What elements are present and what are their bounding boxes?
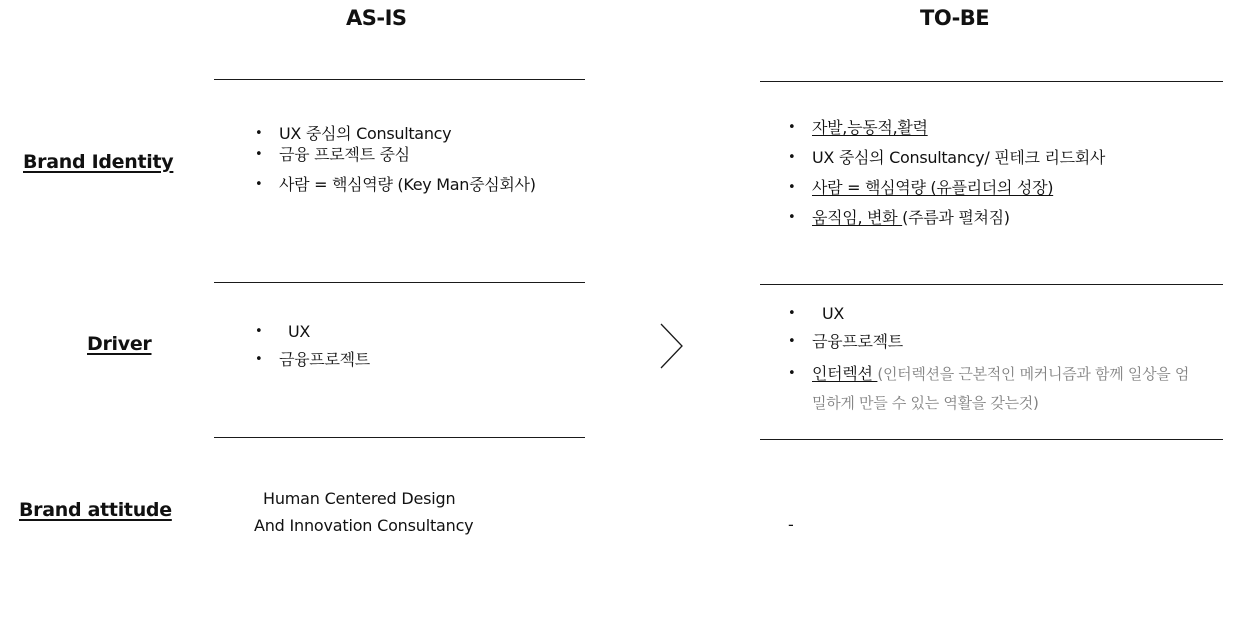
bullet-dot-icon: • (788, 334, 796, 349)
list-item (788, 143, 1105, 173)
as-is-rule-middle (214, 282, 585, 283)
bullet-dot-icon: • (255, 324, 263, 339)
list-item-continuation (788, 389, 1189, 417)
list-item-text-underlined: 움직임, 변화 (812, 208, 903, 227)
to-be-brand-identity-list (788, 113, 1105, 233)
bullet-dot-icon: • (788, 150, 796, 165)
as-is-rule-top (214, 79, 585, 80)
to-be-driver-list (788, 300, 1189, 417)
list-item-text: UX (288, 322, 311, 341)
as-is-brand-attitude-line1: Human Centered Design (263, 489, 456, 508)
list-item-text: UX (822, 304, 845, 323)
as-is-driver-list (255, 318, 370, 374)
to-be-rule-bottom (760, 439, 1223, 440)
list-item-text-underlined: 인터렉션 (812, 364, 878, 383)
as-is-brand-identity-list (255, 123, 536, 195)
list-item-text: (주름과 펼쳐짐) (902, 208, 1010, 227)
list-item-text: UX 중심의 Consultancy (279, 124, 452, 143)
list-item-text: 금융 프로젝트 중심 (279, 145, 410, 164)
bullet-dot-icon: • (255, 177, 263, 192)
to-be-rule-top (760, 81, 1223, 82)
list-item-text: 사람 = 핵심역량 (유플리더의 성장) (812, 178, 1054, 197)
list-item (788, 173, 1105, 203)
row-label-brand-attitude: Brand attitude (19, 499, 172, 521)
bullet-dot-icon: • (788, 306, 796, 321)
list-item (788, 113, 1105, 143)
list-item (788, 300, 1189, 328)
list-item-text: 금융프로젝트 (812, 332, 903, 351)
list-item (255, 318, 370, 346)
as-is-title: AS-IS (346, 6, 407, 30)
bullet-dot-icon: • (255, 352, 263, 367)
list-item-text: 사람 = 핵심역량 (Key Man중심회사) (279, 175, 536, 194)
list-item-text: 자발,능동적,활력 (812, 118, 928, 137)
row-label-driver: Driver (87, 333, 152, 355)
bullet-dot-icon: • (788, 210, 796, 225)
list-item (255, 144, 536, 165)
bullet-dot-icon: • (788, 120, 796, 135)
list-item-text: UX 중심의 Consultancy/ 핀테크 리드회사 (812, 148, 1106, 167)
list-item-text: 금융프로젝트 (279, 350, 370, 369)
list-item (255, 123, 536, 144)
list-item (788, 203, 1105, 233)
to-be-title: TO-BE (920, 6, 990, 30)
to-be-rule-middle (760, 284, 1223, 285)
list-item (255, 346, 370, 374)
as-is-rule-bottom (214, 437, 585, 438)
row-label-brand-identity: Brand Identity (23, 151, 174, 173)
to-be-brand-attitude-value: - (788, 515, 794, 534)
bullet-dot-icon: • (255, 147, 263, 162)
bullet-dot-icon: • (255, 126, 263, 141)
bullet-dot-icon: • (788, 180, 796, 195)
bullet-dot-icon: • (788, 366, 796, 381)
list-item-note: (인터렉션을 근본적인 메커니즘과 함께 일상을 엄 (877, 365, 1190, 383)
chevron-right-icon (656, 321, 686, 371)
as-is-brand-attitude-line2: And Innovation Consultancy (254, 516, 474, 535)
list-item (788, 360, 1189, 388)
list-item-note: 밀하게 만들 수 있는 역활을 갖는것) (812, 394, 1039, 412)
list-item (255, 174, 536, 195)
list-item (788, 328, 1189, 356)
